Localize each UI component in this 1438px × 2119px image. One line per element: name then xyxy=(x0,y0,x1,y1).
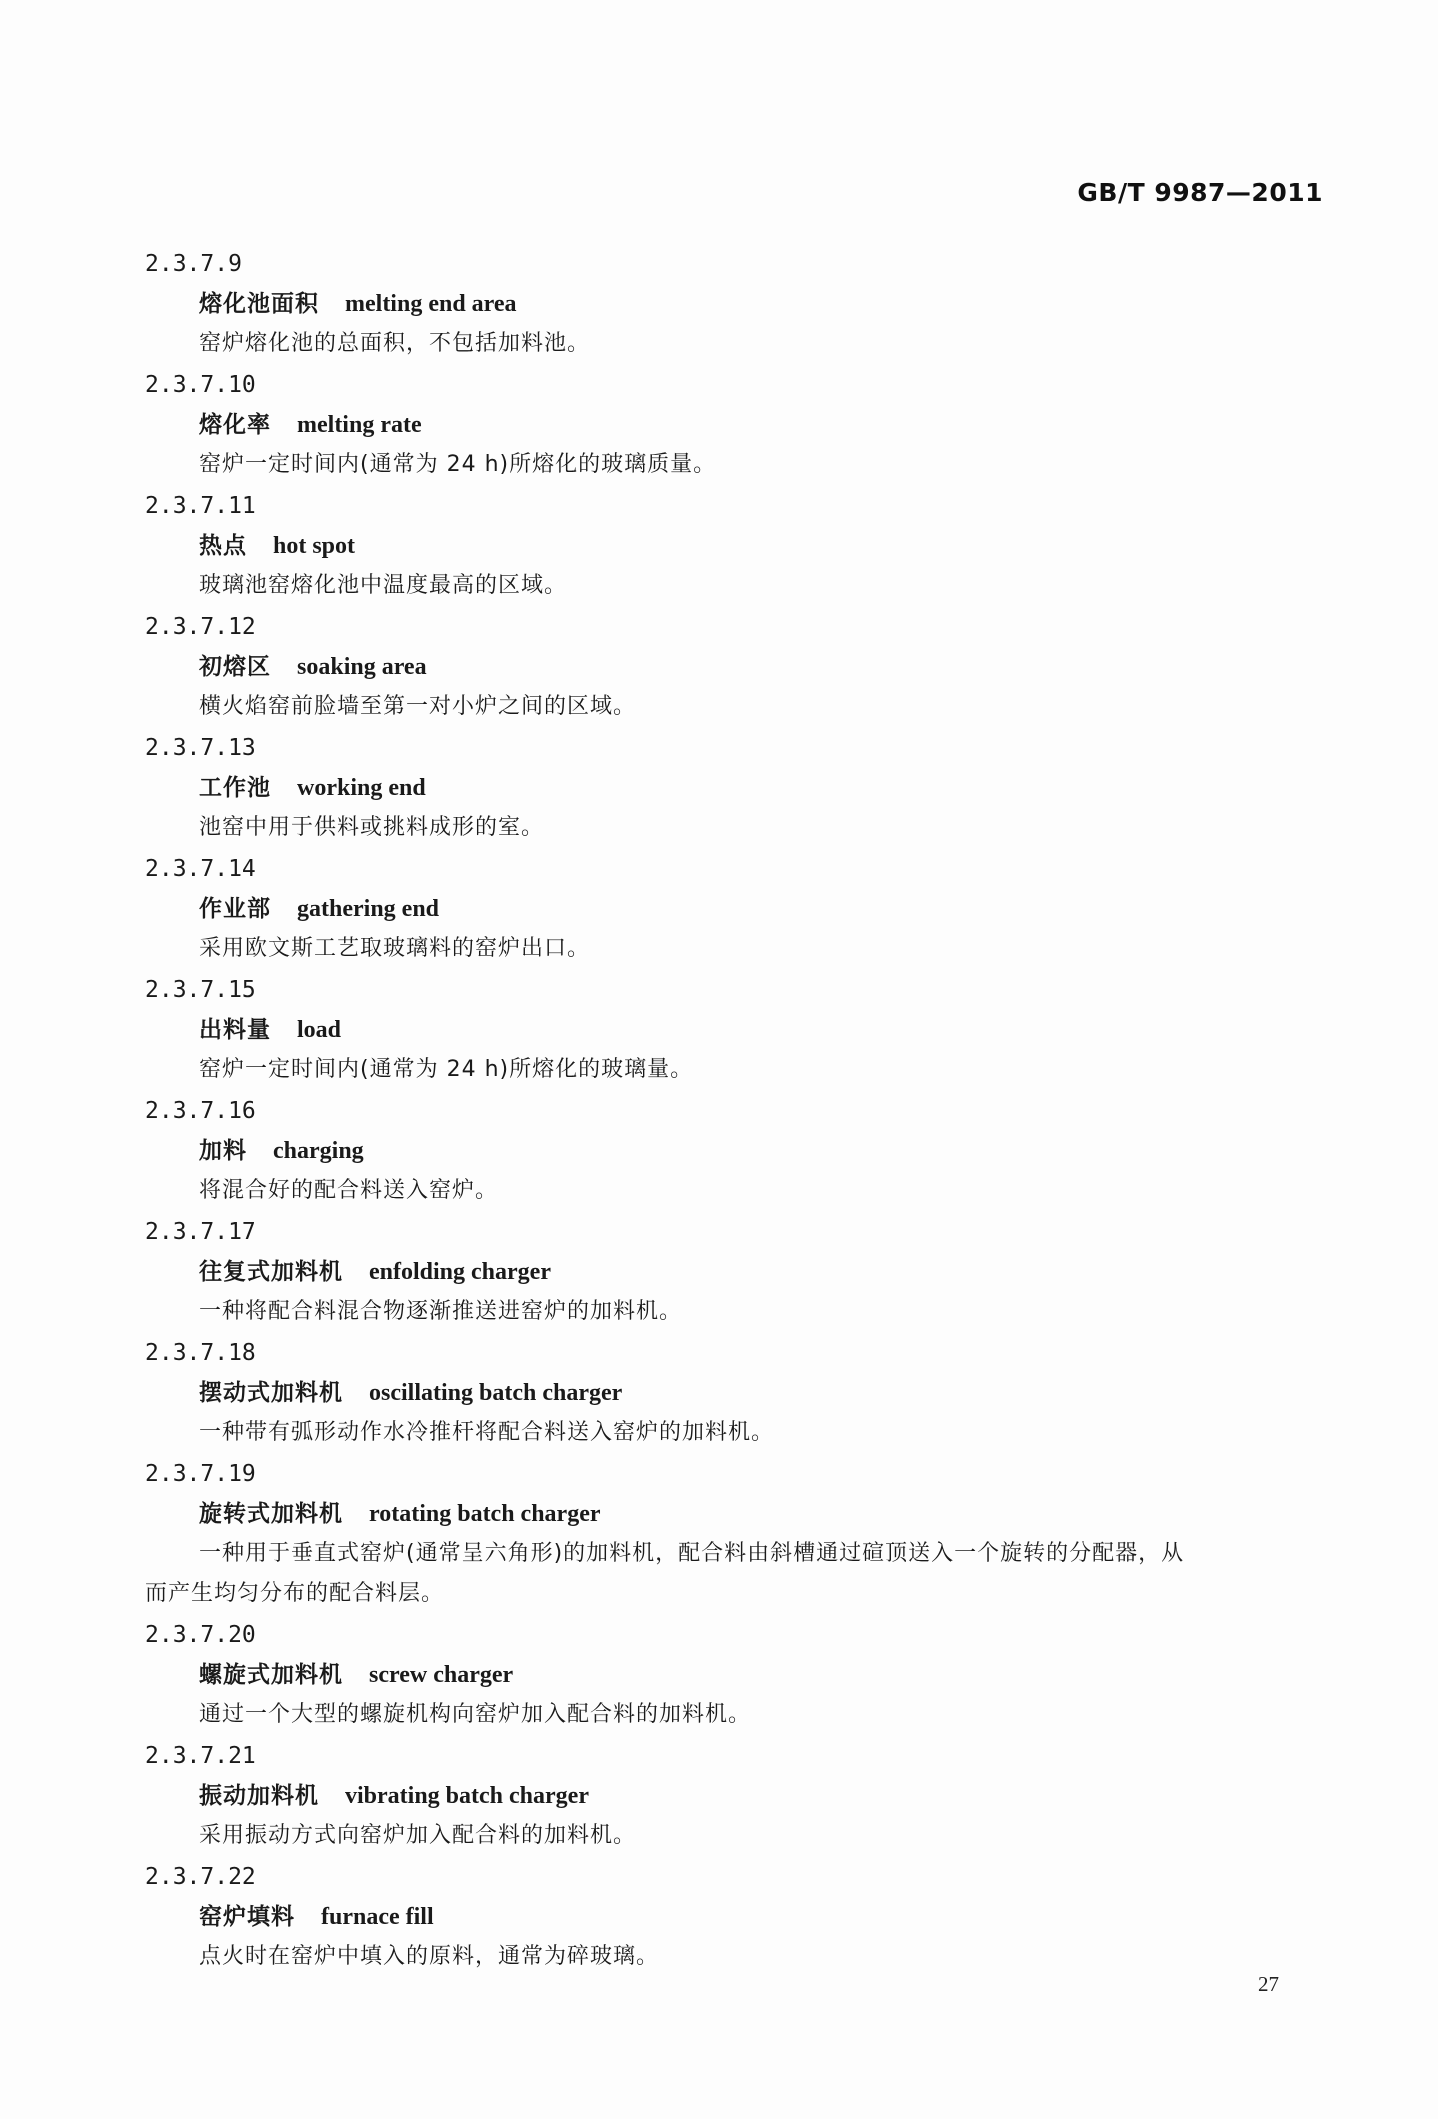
term-chinese: 加料 xyxy=(199,1138,247,1164)
term-list xyxy=(0,244,1438,1978)
term-definition: 横火焰窑前脸墙至第一对小炉之间的区域。 xyxy=(199,694,637,719)
term-english: screw charger xyxy=(369,1662,514,1688)
term-definition: 窑炉一定时间内(通常为 24 h)所熔化的玻璃质量。 xyxy=(199,452,717,477)
term-chinese: 熔化率 xyxy=(199,412,271,438)
term-definition: 采用振动方式向窑炉加入配合料的加料机。 xyxy=(199,1823,637,1848)
term-number: 2.3.7.19 xyxy=(145,1461,256,1487)
term-english: hot spot xyxy=(273,533,356,559)
term-english: melting rate xyxy=(297,412,422,438)
term-english: rotating batch charger xyxy=(369,1501,601,1527)
term-title xyxy=(0,1655,1438,1695)
term-chinese: 热点 xyxy=(199,533,247,559)
term-chinese: 旋转式加料机 xyxy=(199,1501,343,1527)
term-title xyxy=(0,889,1438,929)
term-number: 2.3.7.21 xyxy=(145,1743,256,1769)
term-title xyxy=(0,1776,1438,1816)
term-number: 2.3.7.14 xyxy=(145,856,256,882)
term-entry xyxy=(0,486,1438,607)
term-english: oscillating batch charger xyxy=(369,1380,623,1406)
term-english: working end xyxy=(297,775,426,801)
term-entry xyxy=(0,1857,1438,1978)
term-entry xyxy=(0,849,1438,970)
term-english: soaking area xyxy=(297,654,427,680)
term-chinese: 作业部 xyxy=(199,896,271,922)
term-entry xyxy=(0,1615,1438,1736)
term-definition: 采用欧文斯工艺取玻璃料的窑炉出口。 xyxy=(199,936,591,961)
term-number: 2.3.7.17 xyxy=(145,1219,256,1245)
term-entry xyxy=(0,970,1438,1091)
term-english: melting end area xyxy=(345,291,517,317)
term-chinese: 螺旋式加料机 xyxy=(199,1662,343,1688)
term-number: 2.3.7.10 xyxy=(145,372,256,398)
term-definition xyxy=(0,1534,1324,1614)
term-definition: 一种带有弧形动作水冷推杆将配合料送入窑炉的加料机。 xyxy=(199,1420,775,1445)
term-chinese: 摆动式加料机 xyxy=(199,1380,343,1406)
term-number: 2.3.7.20 xyxy=(145,1622,256,1648)
term-entry xyxy=(0,1091,1438,1212)
term-number: 2.3.7.16 xyxy=(145,1098,256,1124)
term-entry xyxy=(0,1736,1438,1857)
term-chinese: 窑炉填料 xyxy=(199,1904,295,1930)
term-number: 2.3.7.11 xyxy=(145,493,256,519)
term-title xyxy=(0,1131,1438,1171)
term-entry xyxy=(0,607,1438,728)
term-entry xyxy=(0,244,1438,365)
term-english: furnace fill xyxy=(321,1904,434,1930)
term-definition-line: 而产生均匀分布的配合料层。 xyxy=(145,1581,445,1606)
term-chinese: 工作池 xyxy=(199,775,271,801)
term-definition: 通过一个大型的螺旋机构向窑炉加入配合料的加料机。 xyxy=(199,1702,752,1727)
term-chinese: 往复式加料机 xyxy=(199,1259,343,1285)
term-title xyxy=(0,526,1438,566)
term-english: gathering end xyxy=(297,896,440,922)
term-title xyxy=(0,405,1438,445)
term-definition: 将混合好的配合料送入窑炉。 xyxy=(199,1178,499,1203)
term-title xyxy=(0,1897,1438,1937)
term-number: 2.3.7.12 xyxy=(145,614,256,640)
term-title xyxy=(0,1010,1438,1050)
term-title xyxy=(0,1494,1438,1534)
term-title xyxy=(0,768,1438,808)
term-english: charging xyxy=(273,1138,364,1164)
term-title xyxy=(0,1373,1438,1413)
term-entry xyxy=(0,1454,1438,1615)
term-definition-line: 一种用于垂直式窑炉(通常呈六角形)的加料机，配合料由斜槽通过碹顶送入一个旋转的分配器，从 xyxy=(199,1541,1185,1566)
page-number: 27 xyxy=(1258,1972,1279,1996)
term-entry xyxy=(0,1212,1438,1333)
term-chinese: 熔化池面积 xyxy=(199,291,319,317)
term-entry xyxy=(0,1333,1438,1454)
term-number: 2.3.7.9 xyxy=(145,251,242,277)
term-number: 2.3.7.13 xyxy=(145,735,256,761)
term-number: 2.3.7.22 xyxy=(145,1864,256,1890)
term-definition: 窑炉熔化池的总面积，不包括加料池。 xyxy=(199,331,591,356)
term-number: 2.3.7.15 xyxy=(145,977,256,1003)
term-english: enfolding charger xyxy=(369,1259,551,1285)
term-entry xyxy=(0,365,1438,486)
term-entry xyxy=(0,728,1438,849)
term-english: load xyxy=(297,1017,342,1043)
term-definition: 点火时在窑炉中填入的原料，通常为碎玻璃。 xyxy=(199,1944,660,1969)
term-title xyxy=(0,1252,1438,1292)
term-chinese: 振动加料机 xyxy=(199,1783,319,1809)
term-definition: 窑炉一定时间内(通常为 24 h)所熔化的玻璃量。 xyxy=(199,1057,694,1082)
term-number: 2.3.7.18 xyxy=(145,1340,256,1366)
term-definition: 玻璃池窑熔化池中温度最高的区域。 xyxy=(199,573,568,598)
term-title xyxy=(0,284,1438,324)
term-title xyxy=(0,647,1438,687)
term-definition: 池窑中用于供料或挑料成形的室。 xyxy=(199,815,545,840)
standard-code: GB/T 9987—2011 xyxy=(1077,178,1323,207)
term-definition: 一种将配合料混合物逐渐推送进窑炉的加料机。 xyxy=(199,1299,683,1324)
term-english: vibrating batch charger xyxy=(345,1783,589,1809)
term-chinese: 初熔区 xyxy=(199,654,271,680)
term-chinese: 出料量 xyxy=(199,1017,271,1043)
